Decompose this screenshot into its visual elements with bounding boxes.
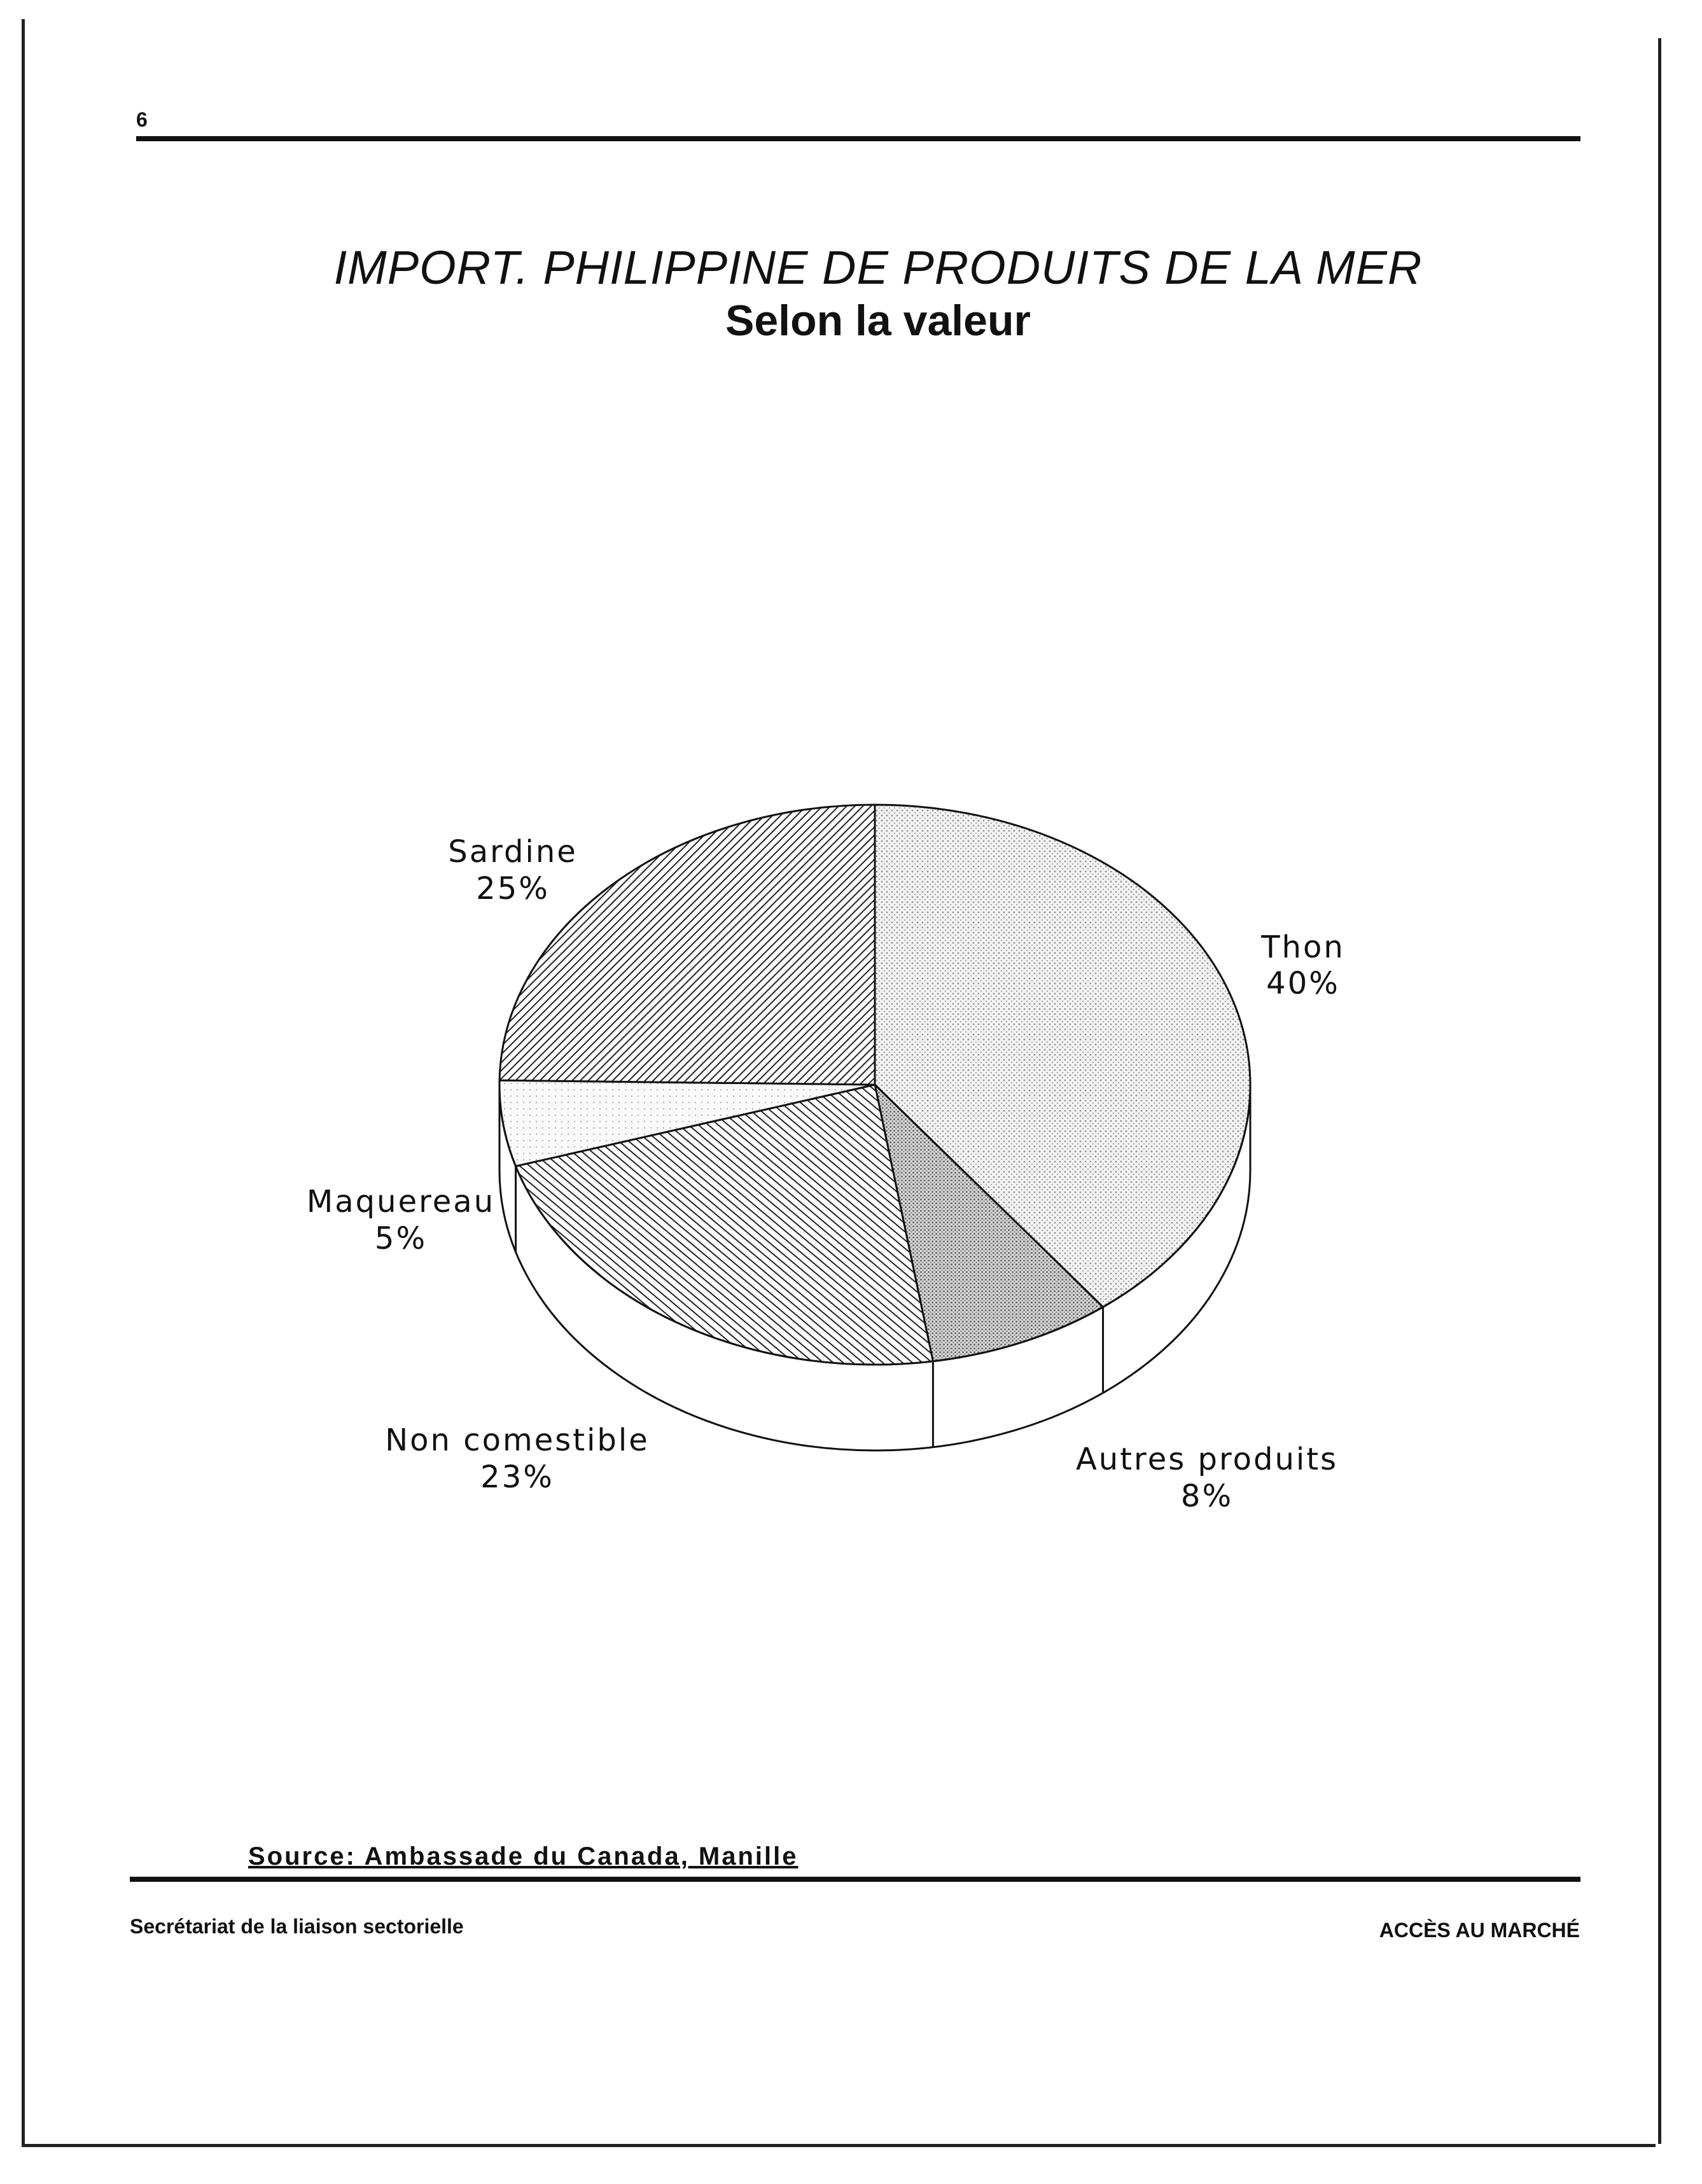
slice-label: Sardine	[448, 834, 578, 870]
page-number: 6	[136, 108, 148, 131]
slice-value-label: 5%	[374, 1221, 428, 1256]
bottom-rule	[130, 1877, 1580, 1882]
footer-left: Secrétariat de la liaison sectorielle	[130, 1915, 464, 1938]
slice-label: Maquereau	[306, 1184, 496, 1220]
slice-label: Non comestible	[385, 1422, 650, 1458]
slice-value-label: 23%	[480, 1459, 554, 1495]
chart-title: IMPORT. PHILIPPINE DE PRODUITS DE LA MER	[333, 241, 1423, 294]
slice-value-label: 25%	[476, 871, 550, 907]
slice-label: Autres produits	[1075, 1442, 1339, 1477]
chart-subtitle: Selon la valeur	[725, 296, 1031, 345]
slice-value-label: 8%	[1180, 1478, 1234, 1514]
slice-label: Thon	[1261, 929, 1345, 965]
source-note: Source: Ambassade du Canada, Manille	[248, 1842, 799, 1870]
footer-right: ACCÈS AU MARCHÉ	[1379, 1919, 1580, 1942]
slice-value-label: 40%	[1266, 966, 1340, 1001]
